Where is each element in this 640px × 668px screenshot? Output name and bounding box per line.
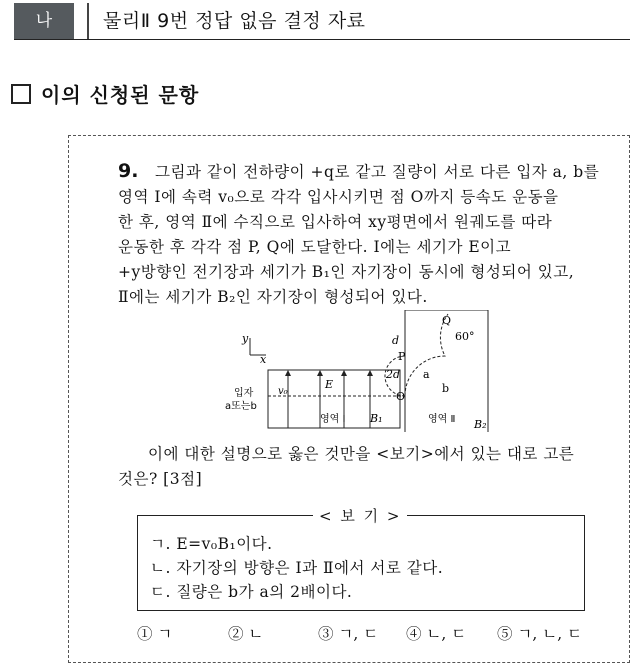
header-title: 물리Ⅱ 9번 정답 없음 결정 자료 [87, 3, 366, 39]
question-line-1: 그림과 같이 전하량이 +q로 같고 질량이 서로 다른 입자 a, b를 [155, 163, 600, 181]
choice-4[interactable]: ④ ㄴ, ㄷ [406, 625, 467, 643]
physics-diagram [220, 310, 500, 435]
question-line-6: Ⅱ에는 세기가 B₂인 자기장이 형성되어 있다. [118, 288, 428, 306]
angle-label: 60° [455, 330, 475, 343]
question-number: 9. [118, 160, 139, 182]
bogi-title: < 보 기 > [313, 505, 407, 526]
region1-label: 영역 Ⅰ [320, 414, 346, 425]
two-d-label: 2d [386, 368, 401, 381]
choice-5[interactable]: ⑤ ㄱ, ㄴ, ㄷ [497, 625, 583, 643]
y-axis-label: y [242, 332, 249, 345]
header-tag: 나 [14, 3, 74, 39]
question-line-2: 영역 Ⅰ에 속력 v₀으로 각각 입사시키면 점 O까지 등속도 운동을 [118, 188, 559, 206]
v0-label: v₀ [278, 386, 288, 397]
bogi-item-3: ㄷ. 질량은 b가 a의 2배이다. [150, 583, 353, 601]
region2-label: 영역 Ⅱ [428, 414, 456, 425]
P-label: P [398, 350, 406, 363]
bogi-item-2: ㄴ. 자기장의 방향은 Ⅰ과 Ⅱ에서 서로 같다. [150, 559, 444, 577]
field-E-label: E [325, 378, 334, 391]
question-line-3: 한 후, 영역 Ⅱ에 수직으로 입사하여 xy평면에서 원궤도를 따라 [118, 213, 553, 231]
checkbox-icon [11, 84, 31, 104]
header-bar [14, 3, 630, 40]
prompt-line-1: 이에 대한 설명으로 옳은 것만을 <보기>에서 있는 대로 고른 [148, 445, 575, 463]
question-line-4: 운동한 후 각각 점 P, Q에 도달한다. Ⅰ에는 세기가 E이고 [118, 238, 512, 256]
bogi-box [137, 507, 585, 611]
bogi-item-1: ㄱ. E=v₀B₁이다. [150, 535, 273, 553]
x-axis-label: x [260, 353, 267, 366]
d-label: d [392, 334, 400, 347]
B1-label: B₁ [370, 412, 383, 425]
Q-label: Q [442, 314, 452, 327]
particle-label-2: a또는b [225, 401, 257, 412]
choice-2[interactable]: ② ㄴ [228, 625, 264, 643]
B2-label: B₂ [474, 418, 487, 431]
particle-label-1: 입자 [234, 388, 254, 399]
question-line-5: +y방향인 전기장과 세기가 B₁인 자기장이 동시에 형성되어 있고, [118, 263, 575, 281]
a-label: a [423, 368, 430, 381]
b-label: b [442, 382, 450, 395]
choice-1[interactable]: ① ㄱ [137, 625, 173, 643]
section-title: 이의 신청된 문항 [41, 83, 200, 107]
prompt-line-2: 것은? [3점] [118, 470, 203, 488]
O-label: O [396, 390, 406, 403]
section-heading [11, 79, 199, 108]
choice-3[interactable]: ③ ㄱ, ㄷ [318, 625, 379, 643]
